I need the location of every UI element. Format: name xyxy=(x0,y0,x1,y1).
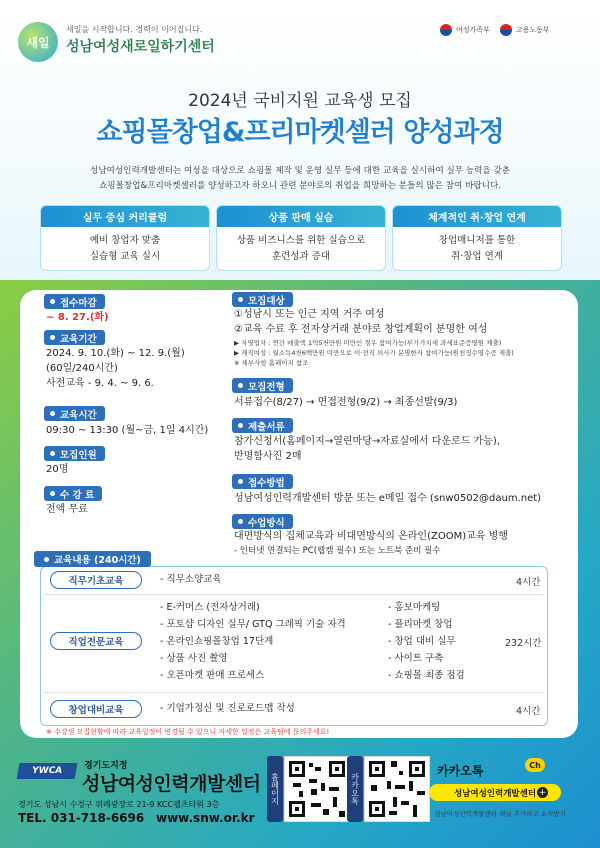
org-name: 성남여성인력개발센터 xyxy=(82,773,261,795)
feature-title: 상품 판매 실습 xyxy=(217,206,385,227)
documents-line: 반명함사진 2매 xyxy=(234,451,302,462)
bullet-icon xyxy=(50,335,55,340)
plus-icon[interactable]: + xyxy=(538,787,547,798)
label-text: 교육기간 xyxy=(60,333,97,345)
curriculum-item: - 사이트 구축 xyxy=(388,653,444,664)
ministry-logo xyxy=(500,24,550,36)
label-text: 모집대상 xyxy=(248,295,285,307)
target-label xyxy=(232,292,293,307)
homepage-qr-icon[interactable] xyxy=(284,756,350,822)
feature-line: 훈련성과 증대 xyxy=(271,251,331,262)
period-line: 2024. 9. 10.(화) ~ 12. 9.(월) xyxy=(46,348,185,359)
mode-line: - 인터넷 연결되는 PC(웹캠 필수) 또는 노트북 준비 필수 xyxy=(234,546,441,556)
ywca-logo: YWCA xyxy=(17,763,78,779)
feature-line: 취·창업 연계 xyxy=(451,251,503,262)
bullet-icon xyxy=(50,299,55,304)
feature-title: 체계적인 취·창업 연계 xyxy=(393,206,561,227)
bullet-icon xyxy=(238,297,243,302)
curriculum-item: - 오픈마켓 판매 프로세스 xyxy=(160,670,265,681)
curriculum-items-right xyxy=(388,599,465,684)
divider xyxy=(44,692,544,693)
description-line: 쇼핑몰창업&프리마켓셀러를 양성하고자 하오니 관련 분야로의 취업을 희망하는 분들의 많은 참여 바랍니다. xyxy=(98,181,502,191)
website-link[interactable]: www.snw.or.kr xyxy=(156,811,255,825)
ministry-name: 고용노동부 xyxy=(515,26,550,34)
target-value xyxy=(234,307,487,337)
curriculum-item: - 포토샵 디자인 실무/ GTQ 그래픽 기술 자격 xyxy=(160,619,346,630)
curriculum-item: - 온라인쇼핑몰창업 17단계 xyxy=(160,636,274,647)
method-label xyxy=(232,474,293,489)
deadline-label xyxy=(44,294,105,309)
feature-box xyxy=(216,205,386,271)
homepage-tab: 홈페이지 xyxy=(267,756,283,822)
feature-line: 상품 비즈니스를 위한 실습으로 xyxy=(236,235,366,246)
time-value: 09:30 ~ 13:30 (월~금, 1일 4시간) xyxy=(46,425,209,436)
curriculum-category: 직업전문교육 xyxy=(50,632,142,650)
label-text: 수 강 료 xyxy=(60,489,95,501)
documents-value xyxy=(234,434,500,464)
time-label xyxy=(44,406,105,421)
period-line: 사전교육 - 9. 4. ~ 9. 6. xyxy=(46,378,154,389)
slogan: 새일을 시작합니다. 경력이 이어집니다. xyxy=(66,25,203,34)
feature-line: 실습형 교육 실시 xyxy=(89,251,161,262)
kakao-caption: 성남여성인력개발센터 채널 추가하고 소식받기 xyxy=(434,810,566,818)
curriculum-item: - 플리마켓 창업 xyxy=(388,619,453,630)
selection-value: 서류접수(8/27) → 면접전형(9/2) → 최종선발(9/3) xyxy=(234,397,458,408)
curriculum-category: 창업대비교육 xyxy=(50,700,142,718)
label-text: 수업방식 xyxy=(248,517,285,529)
documents-line: 참가신청서(홈페이지→열린마당→자료실에서 다운로드 가능), xyxy=(234,436,500,447)
kakao-title: 카카오톡 xyxy=(437,764,484,778)
label-text: 교육내용 (240시간) xyxy=(54,555,141,566)
curriculum-items-left xyxy=(160,599,346,684)
label-text: 교육시간 xyxy=(60,409,97,421)
mode-value xyxy=(234,529,508,559)
kakao-tab: 카카오톡 xyxy=(347,756,363,822)
bullet-icon xyxy=(238,423,243,428)
ministry-logos xyxy=(440,24,550,36)
label-text: 제출서류 xyxy=(248,421,285,433)
curriculum-hours: 4시간 xyxy=(516,577,541,588)
kakao-channel-icon: Ch xyxy=(525,758,545,772)
period-value xyxy=(46,346,185,391)
main-title: 쇼핑몰창업&프리마켓셀러 양성과정 xyxy=(96,117,504,148)
mode-label xyxy=(232,514,293,529)
feature-box xyxy=(40,205,210,271)
label-text: 모집전형 xyxy=(248,381,285,393)
kakao-channel-name: 성남여성인력개발센터 xyxy=(429,784,561,801)
feature-title: 실무 중심 커리큘럼 xyxy=(41,206,209,227)
ministry-name: 여성가족부 xyxy=(456,26,490,34)
ministry-logo xyxy=(440,24,490,36)
fee-label xyxy=(44,486,102,501)
target-line: ②교육 수료 후 전자상거래 분야로 창업계획이 분명한 여성 xyxy=(234,324,488,335)
curriculum-category: 직무기초교육 xyxy=(50,571,142,589)
fee-value: 전액 무료 xyxy=(46,504,88,515)
curriculum-item: - 홍보마케팅 xyxy=(388,602,441,613)
description-line: 성남여성인력개발센터는 여성을 대상으로 쇼핑몰 제작 및 운영 실무 등에 대한 교육을 실시하여 실무 능력을 갖춘 xyxy=(89,166,511,176)
label-text: 접수방법 xyxy=(248,477,285,489)
bullet-icon xyxy=(50,411,55,416)
kakao-qr-icon[interactable] xyxy=(364,756,430,822)
bullet-icon xyxy=(50,451,55,456)
bullet-icon xyxy=(238,383,243,388)
method-value: 성남여성인력개발센터 방문 또는 e메일 접수 (snw0502@daum.net) xyxy=(234,493,542,504)
period-line: (60일/240시간) xyxy=(46,363,118,374)
feature-line: 예비 창업자 맞춤 xyxy=(89,235,161,246)
target-note: ▶ 재직여성 : 월소득4천6백만원 미만으로 이·전직 의사가 분명한자 참여가능(원천징수영수증 제출) xyxy=(234,349,514,357)
feature-line: 창업매니저를 통한 xyxy=(438,235,516,246)
curriculum-item: - 쇼핑몰 최종 점검 xyxy=(388,670,465,681)
label-text: 모집인원 xyxy=(60,449,97,461)
kakao-channel-panel[interactable] xyxy=(425,756,585,826)
curriculum-header xyxy=(34,551,151,567)
selection-label xyxy=(232,378,293,393)
divider xyxy=(44,594,544,595)
center-name: 성남여성새로일하기센터 xyxy=(66,39,215,55)
mode-line: 대면방식의 집체교육과 비대면방식의 온라인(ZOOM)교육 병행 xyxy=(234,531,508,542)
capacity-value: 20명 xyxy=(46,464,69,475)
curriculum-note: ※ 수강생 모집현황에 따라 교육일정이 변경될 수 있으니 자세한 일정은 교육팀에 문의주세요! xyxy=(46,728,330,736)
curriculum-item: - E-커머스 (전자상거래) xyxy=(160,602,260,613)
feature-box xyxy=(392,205,562,271)
capacity-label xyxy=(44,446,105,461)
bullet-icon xyxy=(238,479,243,484)
phone-number: TEL. 031-718-6696 xyxy=(18,811,145,825)
target-line: ①성남시 또는 인근 지역 거주 여성 xyxy=(234,309,385,320)
saeil-logo-icon: 새일 xyxy=(18,22,58,62)
taegeuk-icon xyxy=(500,24,512,36)
target-note: ※ 세부사항 홈페이지 참조 xyxy=(234,359,309,367)
bullet-icon xyxy=(50,491,55,496)
taegeuk-icon xyxy=(440,24,452,36)
curriculum-item: - 상품 사진 촬영 xyxy=(160,653,228,664)
curriculum-hours: 232시간 xyxy=(505,638,542,649)
label-text: 접수마감 xyxy=(60,297,97,309)
curriculum-item: - 기업가정신 및 진로로드맵 작성 xyxy=(160,703,295,714)
curriculum-hours: 4시간 xyxy=(516,706,541,717)
target-notes xyxy=(234,338,514,368)
description xyxy=(40,164,560,194)
deadline-value: ~ 8. 27.(화) xyxy=(46,312,109,323)
bullet-icon xyxy=(238,519,243,524)
recruit-line: 2024년 국비지원 교육생 모집 xyxy=(188,91,412,111)
curriculum-item: - 직무소양교육 xyxy=(160,574,222,585)
target-note: ▶ 자영업자 : 연간 매출액 1억5천만원 미만인 경우 참여가능(부가가치세 과세표준증명원 제출) xyxy=(234,339,502,347)
documents-label xyxy=(232,418,293,433)
province-designation: 경기도지정 xyxy=(84,761,128,771)
bullet-icon xyxy=(44,557,49,562)
address: 경기도 성남시 수정구 위례광장로 21-9 KCC웰츠타워 3층 xyxy=(18,800,220,809)
period-label xyxy=(44,330,105,345)
curriculum-item: - 창업 대비 실무 xyxy=(388,636,456,647)
